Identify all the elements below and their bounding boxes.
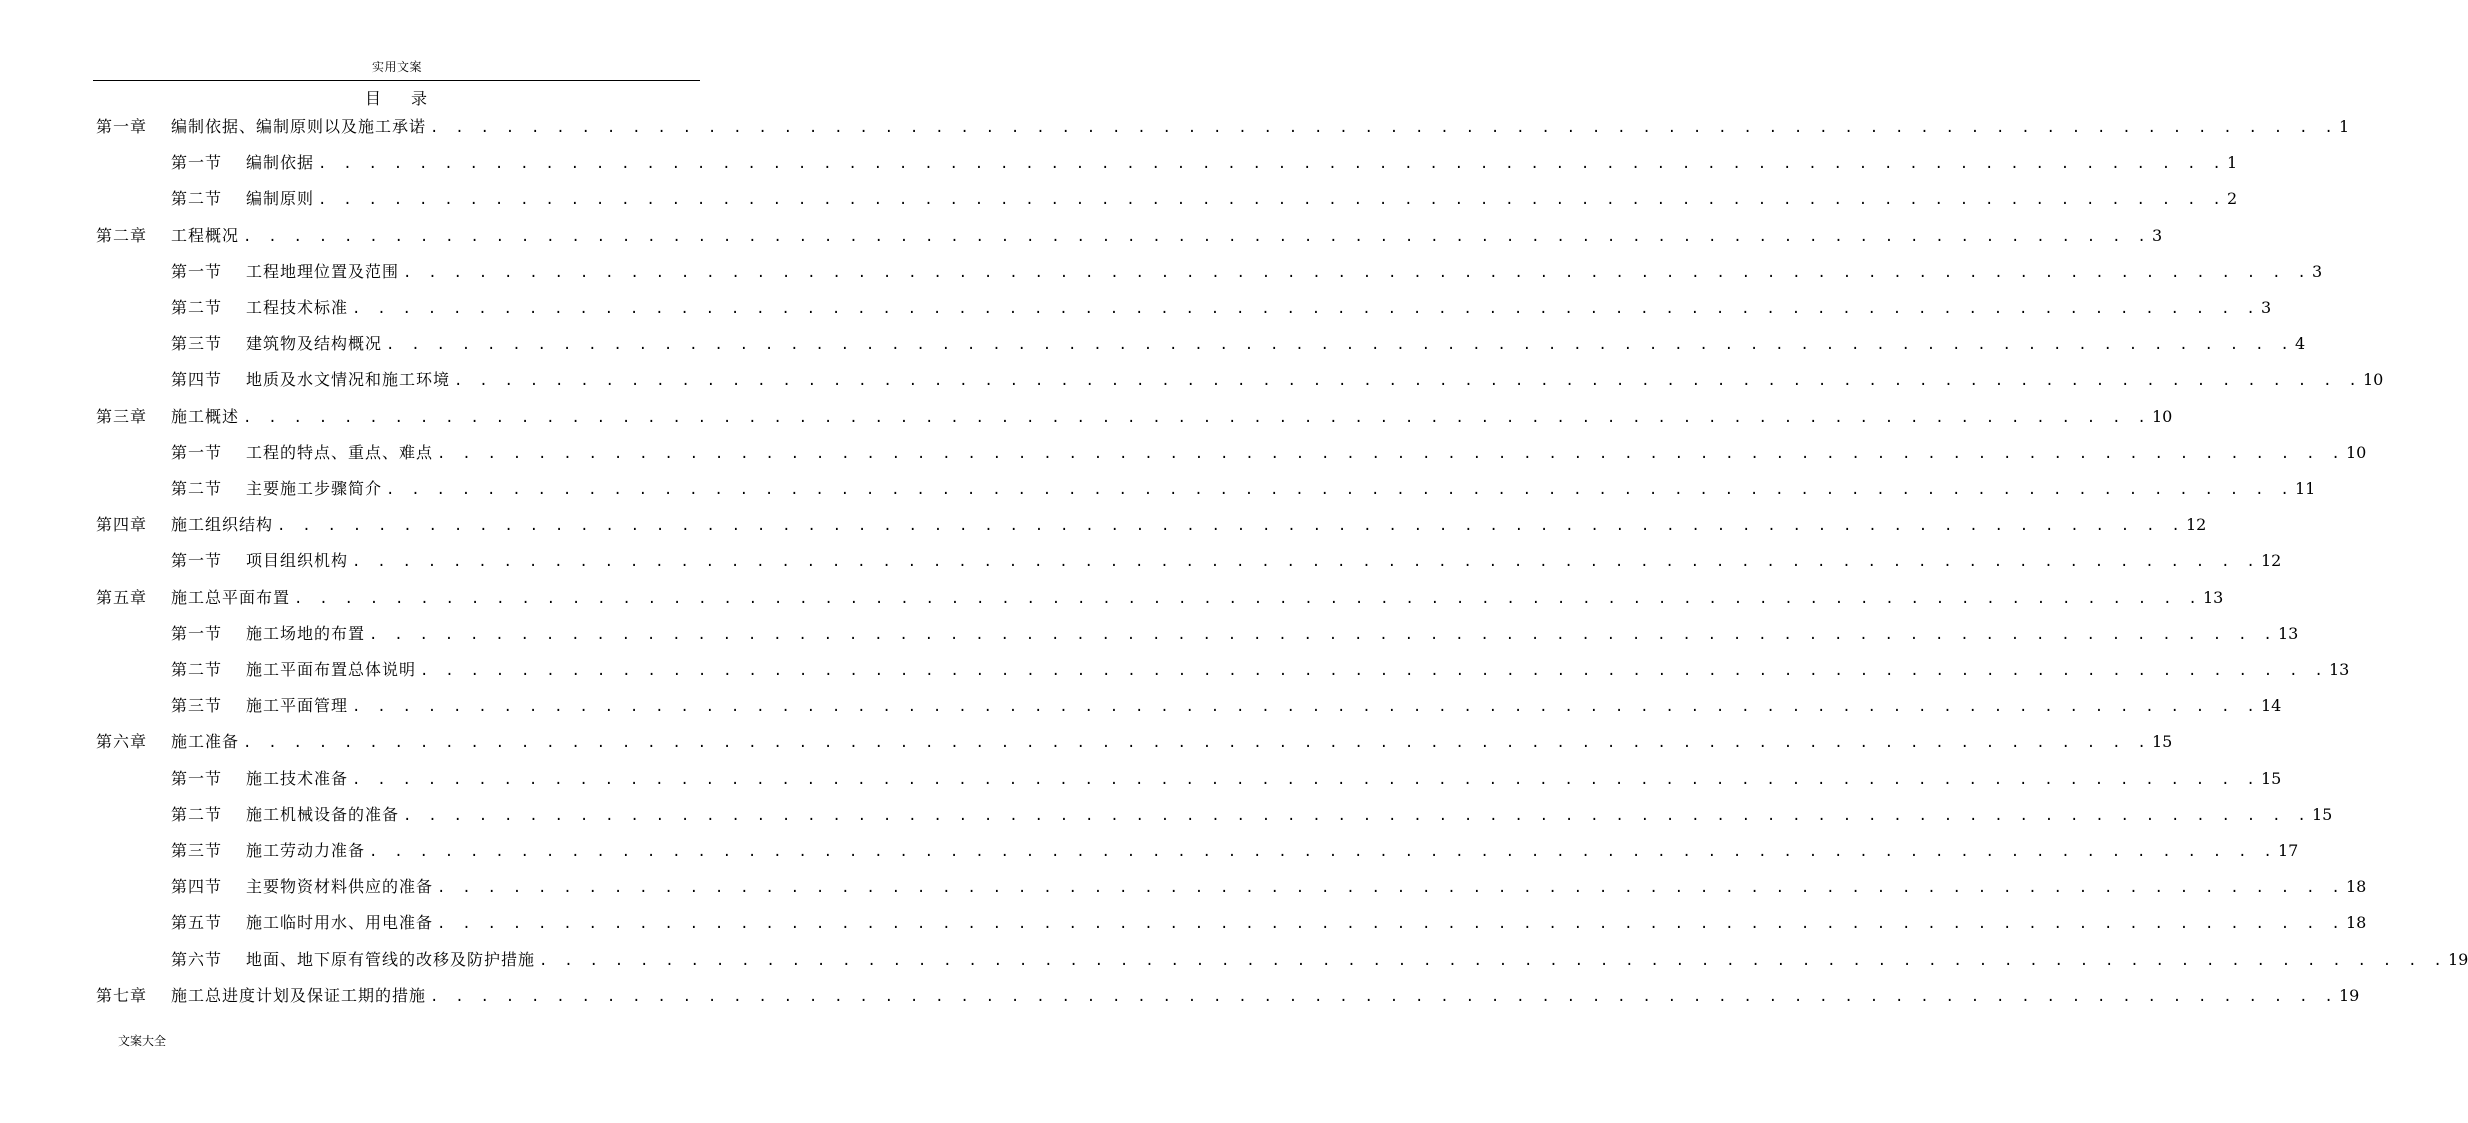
toc-entry-page-number: 4: [2294, 334, 2306, 353]
toc-entry-line: [246, 441, 2367, 465]
toc-entry-number: 第五章: [96, 588, 148, 607]
toc-entry-title: 施工平面布置总体说明: [246, 660, 417, 679]
toc-entry-page-number: 13: [2202, 588, 2224, 607]
toc-entry-number: 第一节: [171, 153, 223, 172]
toc-leader-dots: . . . . . . . . . . . . . . . . . . . . . . . . . . . . . . . . . . . . . . . . . . . . . . . . . . . . . . . . . . . . . . . . . . . . . . . . . . . .: [454, 373, 2361, 389]
toc-entry-number: 第一节: [171, 443, 223, 462]
toc-entry-title: 工程概况: [171, 226, 240, 245]
toc-entry-number: 第三节: [171, 841, 223, 860]
toc-entry-number: 第三章: [96, 407, 148, 426]
toc-entry-number: 第一节: [171, 624, 223, 643]
page-header: 实用文案: [371, 60, 422, 74]
toc-entry-number: 第七章: [96, 986, 148, 1005]
toc-entry-section[interactable]: [0, 803, 2333, 827]
toc-entry-number: 第一节: [171, 262, 223, 281]
toc-entry-title: 施工技术准备: [246, 769, 349, 788]
toc-leader-dots: . . . . . . . . . . . . . . . . . . . . . . . . . . . . . . . . . . . . . . . . . . . . . . . . . . . . . . . . . . . . . . . . . . . . . . . . . . . .: [430, 989, 2337, 1005]
toc-entry-line: [246, 948, 2468, 972]
toc-entry-line: [171, 730, 2173, 754]
toc-entry-page-number: 10: [2345, 443, 2367, 462]
toc-entry-number: 第二节: [171, 189, 223, 208]
toc-entry-title: 施工概述: [171, 407, 240, 426]
toc-entry-page-number: 19: [2447, 950, 2468, 969]
toc-leader-dots: . . . . . . . . . . . . . . . . . . . . . . . . . . . . . . . . . . . . . . . . . . . . . . . . . . . . . . . . . . . . . . . . . . . . . . . . . . . .: [352, 699, 2259, 715]
toc-entry-section[interactable]: [0, 549, 2282, 573]
toc-entry-line: [246, 151, 2238, 175]
toc-entry-section[interactable]: [0, 622, 2299, 646]
toc-entry-number: 第一节: [171, 551, 223, 570]
toc-entry-line: [246, 332, 2306, 356]
toc-entry-line: [246, 911, 2367, 935]
toc-entry-line: [246, 296, 2272, 320]
toc-entry-page-number: 15: [2260, 769, 2282, 788]
toc-entry-number: 第二章: [96, 226, 148, 245]
toc-entry-title: 施工机械设备的准备: [246, 805, 400, 824]
toc-entry-line: [246, 622, 2299, 646]
toc-entry-title: 施工场地的布置: [246, 624, 366, 643]
toc-entry-page-number: 10: [2151, 407, 2173, 426]
toc-entry-number: 第三节: [171, 696, 223, 715]
toc-entry-line: [171, 405, 2173, 429]
toc-entry-section[interactable]: [0, 839, 2299, 863]
toc-entry-line: [171, 224, 2163, 248]
toc-entry-number: 第二节: [171, 660, 223, 679]
toc-entry-line: [171, 984, 2360, 1008]
toc-entry-section[interactable]: [0, 260, 2323, 284]
toc-entry-page-number: 1: [2226, 153, 2238, 172]
header-divider: [93, 80, 700, 81]
toc-entry-line: [246, 767, 2282, 791]
toc-leader-dots: . . . . . . . . . . . . . . . . . . . . . . . . . . . . . . . . . . . . . . . . . . . . . . . . . . . . . . . . . . . . . . . . . . . . . . . . . . . .: [437, 446, 2344, 462]
toc-entry-title: 编制原则: [246, 189, 315, 208]
toc-entry-title: 工程的特点、重点、难点: [246, 443, 434, 462]
toc-entry-page-number: 15: [2151, 732, 2173, 751]
toc-entry-title: 施工总平面布置: [171, 588, 291, 607]
toc-entry-line: [171, 513, 2207, 537]
toc-entry-title: 编制依据: [246, 153, 315, 172]
toc-leader-dots: . . . . . . . . . . . . . . . . . . . . . . . . . . . . . . . . . . . . . . . . . . . . . . . . . . . . . . . . . . . . . . . . . . . . . . . . . . . .: [369, 844, 2276, 860]
toc-leader-dots: . . . . . . . . . . . . . . . . . . . . . . . . . . . . . . . . . . . . . . . . . . . . . . . . . . . . . . . . . . . . . . . . . . . . . . . . . . . .: [318, 192, 2225, 208]
toc-entry-section[interactable]: [0, 368, 2384, 392]
toc-leader-dots: . . . . . . . . . . . . . . . . . . . . . . . . . . . . . . . . . . . . . . . . . . . . . . . . . . . . . . . . . . . . . . . . . . . . . . . . . . . .: [437, 916, 2344, 932]
toc-entry-chapter[interactable]: [0, 586, 2224, 610]
toc-entry-page-number: 18: [2345, 913, 2367, 932]
toc-entry-number: 第六节: [171, 950, 223, 969]
toc-entry-page-number: 3: [2151, 226, 2163, 245]
toc-entry-line: [246, 260, 2323, 284]
toc-entry-line: [246, 875, 2367, 899]
toc-leader-dots: . . . . . . . . . . . . . . . . . . . . . . . . . . . . . . . . . . . . . . . . . . . . . . . . . . . . . . . . . . . . . . . . . . . . . . . . . . . .: [318, 156, 2225, 172]
toc-entry-line: [246, 694, 2282, 718]
toc-entry-title: 编制依据、编制原则以及施工承诺: [171, 117, 427, 136]
toc-leader-dots: . . . . . . . . . . . . . . . . . . . . . . . . . . . . . . . . . . . . . . . . . . . . . . . . . . . . . . . . . . . . . . . . . . . . . . . . . . . .: [243, 229, 2150, 245]
toc-entry-chapter[interactable]: [0, 115, 2350, 139]
toc-entry-line: [246, 549, 2282, 573]
page-footer: 文案大全: [118, 1034, 167, 1048]
toc-entry-page-number: 15: [2311, 805, 2333, 824]
toc-entry-page-number: 10: [2362, 370, 2384, 389]
toc-entry-line: [246, 368, 2384, 392]
toc-entry-section[interactable]: [0, 187, 2238, 211]
toc-entry-page-number: 3: [2260, 298, 2272, 317]
toc-entry-section[interactable]: [0, 477, 2316, 501]
toc-entry-title: 施工平面管理: [246, 696, 349, 715]
toc-leader-dots: . . . . . . . . . . . . . . . . . . . . . . . . . . . . . . . . . . . . . . . . . . . . . . . . . . . . . . . . . . . . . . . . . . . . . . . . . . . .: [277, 518, 2184, 534]
toc-entry-title: 主要施工步骤简介: [246, 479, 383, 498]
toc-entry-section[interactable]: [0, 694, 2282, 718]
toc-entry-chapter[interactable]: [0, 224, 2163, 248]
toc-entry-page-number: 13: [2328, 660, 2350, 679]
toc-leader-dots: . . . . . . . . . . . . . . . . . . . . . . . . . . . . . . . . . . . . . . . . . . . . . . . . . . . . . . . . . . . . . . . . . . . . . . . . . . . .: [369, 627, 2276, 643]
toc-entry-number: 第二节: [171, 479, 223, 498]
toc-leader-dots: . . . . . . . . . . . . . . . . . . . . . . . . . . . . . . . . . . . . . . . . . . . . . . . . . . . . . . . . . . . . . . . . . . . . . . . . . . . .: [539, 953, 2446, 969]
toc-entry-number: 第四节: [171, 877, 223, 896]
toc-entry-line: [171, 586, 2224, 610]
toc-entry-title: 工程地理位置及范围: [246, 262, 400, 281]
toc-entry-number: 第二节: [171, 805, 223, 824]
toc-entry-title: 项目组织机构: [246, 551, 349, 570]
toc-entry-section[interactable]: [0, 151, 2238, 175]
toc-entry-number: 第六章: [96, 732, 148, 751]
toc-entry-number: 第一节: [171, 769, 223, 788]
toc-entry-title: 施工组织结构: [171, 515, 274, 534]
toc-entry-line: [246, 839, 2299, 863]
toc-entry-title: 地质及水文情况和施工环境: [246, 370, 451, 389]
toc-entry-page-number: 19: [2338, 986, 2360, 1005]
toc-entry-page-number: 13: [2277, 624, 2299, 643]
toc-leader-dots: . . . . . . . . . . . . . . . . . . . . . . . . . . . . . . . . . . . . . . . . . . . . . . . . . . . . . . . . . . . . . . . . . . . . . . . . . . . .: [430, 120, 2337, 136]
toc-entry-section[interactable]: [0, 875, 2367, 899]
toc-entry-title: 施工劳动力准备: [246, 841, 366, 860]
toc-leader-dots: . . . . . . . . . . . . . . . . . . . . . . . . . . . . . . . . . . . . . . . . . . . . . . . . . . . . . . . . . . . . . . . . . . . . . . . . . . . .: [352, 301, 2259, 317]
toc-entry-number: 第五节: [171, 913, 223, 932]
toc-entry-number: 第三节: [171, 334, 223, 353]
toc-leader-dots: . . . . . . . . . . . . . . . . . . . . . . . . . . . . . . . . . . . . . . . . . . . . . . . . . . . . . . . . . . . . . . . . . . . . . . . . . . . .: [403, 808, 2310, 824]
toc-entry-page-number: 14: [2260, 696, 2282, 715]
toc-title: [0, 86, 794, 109]
toc-leader-dots: . . . . . . . . . . . . . . . . . . . . . . . . . . . . . . . . . . . . . . . . . . . . . . . . . . . . . . . . . . . . . . . . . . . . . . . . . . . .: [352, 554, 2259, 570]
toc-entry-section[interactable]: [0, 948, 2468, 972]
toc-entry-line: [246, 658, 2350, 682]
toc-entry-line: [246, 187, 2238, 211]
toc-leader-dots: . . . . . . . . . . . . . . . . . . . . . . . . . . . . . . . . . . . . . . . . . . . . . . . . . . . . . . . . . . . . . . . . . . . . . . . . . . . .: [386, 482, 2293, 498]
toc-leader-dots: . . . . . . . . . . . . . . . . . . . . . . . . . . . . . . . . . . . . . . . . . . . . . . . . . . . . . . . . . . . . . . . . . . . . . . . . . . . .: [243, 410, 2150, 426]
toc-entry-title: 施工准备: [171, 732, 240, 751]
toc-entry-number: 第四章: [96, 515, 148, 534]
toc-entry-page-number: 11: [2294, 479, 2316, 498]
toc-leader-dots: . . . . . . . . . . . . . . . . . . . . . . . . . . . . . . . . . . . . . . . . . . . . . . . . . . . . . . . . . . . . . . . . . . . . . . . . . . . .: [403, 265, 2310, 281]
toc-entry-number: 第二节: [171, 298, 223, 317]
toc-entry-chapter[interactable]: [0, 730, 2173, 754]
toc-entry-chapter[interactable]: [0, 513, 2207, 537]
toc-entry-page-number: 18: [2345, 877, 2367, 896]
toc-entry-line: [246, 803, 2333, 827]
toc-entry-section[interactable]: [0, 767, 2282, 791]
toc-entry-number: 第四节: [171, 370, 223, 389]
toc-entry-page-number: 12: [2260, 551, 2282, 570]
toc-leader-dots: . . . . . . . . . . . . . . . . . . . . . . . . . . . . . . . . . . . . . . . . . . . . . . . . . . . . . . . . . . . . . . . . . . . . . . . . . . . .: [243, 735, 2150, 751]
toc-leader-dots: . . . . . . . . . . . . . . . . . . . . . . . . . . . . . . . . . . . . . . . . . . . . . . . . . . . . . . . . . . . . . . . . . . . . . . . . . . . .: [386, 337, 2293, 353]
toc-leader-dots: . . . . . . . . . . . . . . . . . . . . . . . . . . . . . . . . . . . . . . . . . . . . . . . . . . . . . . . . . . . . . . . . . . . . . . . . . . . .: [420, 663, 2327, 679]
toc-leader-dots: . . . . . . . . . . . . . . . . . . . . . . . . . . . . . . . . . . . . . . . . . . . . . . . . . . . . . . . . . . . . . . . . . . . . . . . . . . . .: [352, 772, 2259, 788]
toc-entry-title: 主要物资材料供应的准备: [246, 877, 434, 896]
toc-entry-number: 第一章: [96, 117, 148, 136]
toc-entry-line: [171, 115, 2350, 139]
toc-entry-section[interactable]: [0, 332, 2306, 356]
toc-entry-title: 工程技术标准: [246, 298, 349, 317]
toc-entry-page-number: 17: [2277, 841, 2299, 860]
toc-entry-title: 地面、地下原有管线的改移及防护措施: [246, 950, 536, 969]
toc-entry-page-number: 12: [2185, 515, 2207, 534]
toc-entry-title: 建筑物及结构概况: [246, 334, 383, 353]
toc-entry-chapter[interactable]: [0, 984, 2360, 1008]
toc-entry-page-number: 1: [2338, 117, 2350, 136]
toc-entry-section[interactable]: [0, 658, 2350, 682]
toc-entry-chapter[interactable]: [0, 405, 2173, 429]
toc-entry-section[interactable]: [0, 441, 2367, 465]
toc-title-part1: 目: [364, 89, 383, 108]
toc-entry-section[interactable]: [0, 911, 2367, 935]
toc-title-part2: 录: [411, 89, 430, 108]
toc-entry-line: [246, 477, 2316, 501]
toc-entry-page-number: 2: [2226, 189, 2238, 208]
toc-entry-title: 施工临时用水、用电准备: [246, 913, 434, 932]
toc-entry-title: 施工总进度计划及保证工期的措施: [171, 986, 427, 1005]
toc-leader-dots: . . . . . . . . . . . . . . . . . . . . . . . . . . . . . . . . . . . . . . . . . . . . . . . . . . . . . . . . . . . . . . . . . . . . . . . . . . . .: [294, 591, 2201, 607]
toc-leader-dots: . . . . . . . . . . . . . . . . . . . . . . . . . . . . . . . . . . . . . . . . . . . . . . . . . . . . . . . . . . . . . . . . . . . . . . . . . . . .: [437, 880, 2344, 896]
toc-entry-page-number: 3: [2311, 262, 2323, 281]
toc-entry-section[interactable]: [0, 296, 2272, 320]
